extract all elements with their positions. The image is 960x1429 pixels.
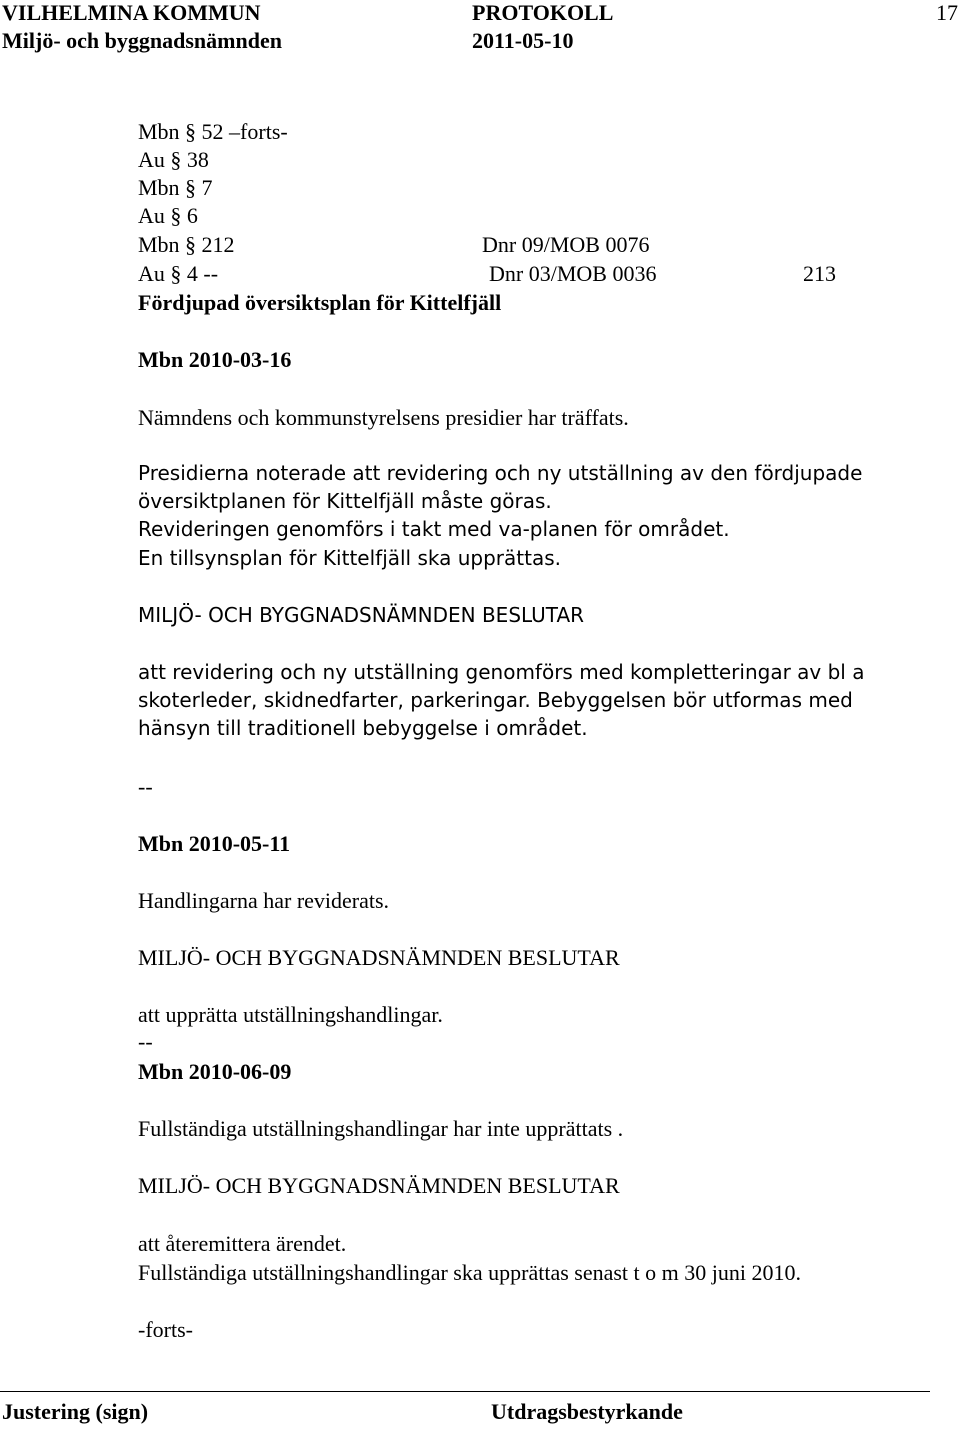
s1-text-5: En tillsynsplan för Kittelfjäll ska upprättas. [138,546,561,570]
page-number: 17 [936,0,958,25]
footer-justering: Justering (sign) [2,1399,149,1424]
s2-decision-heading: MILJÖ- OCH BYGGNADSNÄMNDEN BESLUTAR [138,945,620,970]
board-name: Miljö- och byggnadsnämnden [2,28,282,53]
s1-text-2: Presidierna noterade att revidering och ny utställning av den fördjupade [138,461,863,485]
doc-type: PROTOKOLL [472,0,614,25]
section-heading-2010-05-11: Mbn 2010-05-11 [138,831,291,856]
s1-text-1: Nämndens och kommunstyrelsens presidier har träffats. [138,405,629,430]
ref-line-2: Au § 38 [138,147,209,172]
ref-line-4: Au § 6 [138,203,198,228]
dnr-2: Dnr 03/MOB 0036 [489,261,657,286]
footer-rule [0,1391,930,1392]
s1-decision-heading: MILJÖ- OCH BYGGNADSNÄMNDEN BESLUTAR [138,603,585,627]
ref-line-3: Mbn § 7 [138,175,213,200]
s3-decision-heading: MILJÖ- OCH BYGGNADSNÄMNDEN BESLUTAR [138,1173,620,1198]
ref-line-6: Au § 4 -- [138,261,219,286]
ref-line-5: Mbn § 212 [138,232,235,257]
section-heading-2010-03-16: Mbn 2010-03-16 [138,347,292,372]
s1-decision-3: hänsyn till traditionell bebyggelse i området. [138,716,588,740]
s2-text-1: Handlingarna har reviderats. [138,888,390,913]
org-name: VILHELMINA KOMMUN [2,0,261,25]
s3-decision-2: Fullständiga utställningshandlingar ska upprättas senast t o m 30 juni 2010. [138,1260,801,1285]
footer-utdragsbestyrkande: Utdragsbestyrkande [491,1399,683,1424]
separator-1: -- [138,774,153,799]
s1-decision-2: skoterleder, skidnedfarter, parkeringar. Bebyggelsen bör utformas med [138,688,853,712]
case-number: 213 [803,261,836,286]
section-heading-2010-06-09: Mbn 2010-06-09 [138,1059,292,1084]
s3-text-1: Fullständiga utställningshandlingar har inte upprättats . [138,1116,624,1141]
s1-decision-1: att revidering och ny utställning genomförs med kompletteringar av bl a [138,660,865,684]
s1-text-4: Revideringen genomförs i takt med va-planen för området. [138,517,730,541]
case-title: Fördjupad översiktsplan för Kittelfjäll [138,290,502,315]
s2-decision-1: att upprätta utställningshandlingar. [138,1002,443,1027]
s1-text-3: översiktplanen för Kittelfjäll måste göras. [138,489,552,513]
continued-marker: -forts- [138,1317,193,1342]
s3-decision-1: att återemittera ärendet. [138,1231,347,1256]
ref-line-1: Mbn § 52 –forts- [138,119,288,144]
separator-2: -- [138,1029,153,1054]
dnr-1: Dnr 09/MOB 0076 [482,232,650,257]
protocol-date: 2011-05-10 [472,28,574,53]
